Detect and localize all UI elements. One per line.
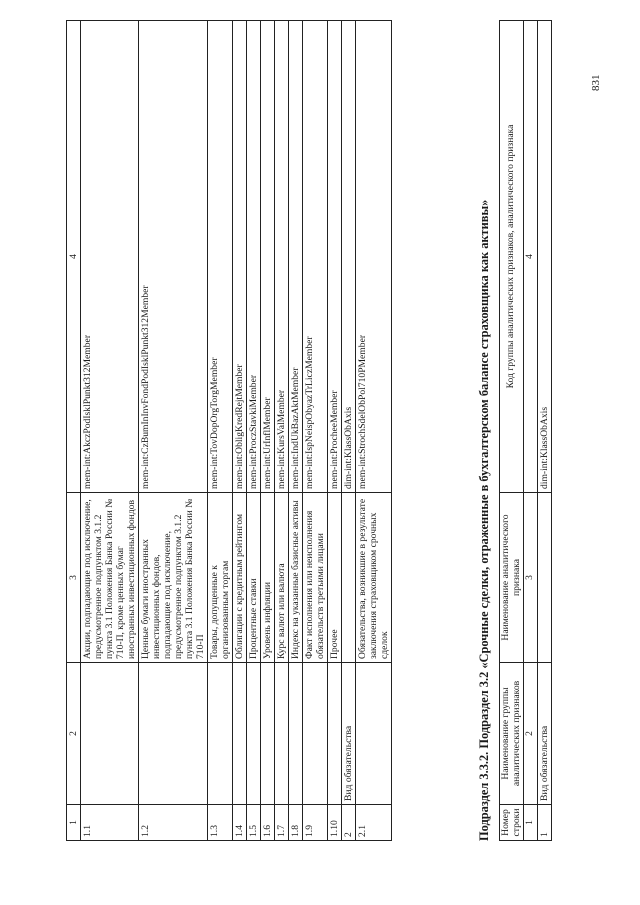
table-row bbox=[233, 21, 247, 841]
row-number: 1.10 bbox=[328, 805, 342, 841]
table-row bbox=[356, 21, 392, 841]
table-row bbox=[328, 21, 342, 841]
feature-name: Ценные бумаги иностранных инвестиционных фондов, подпадающие под исключение, предусмотренное подпунктом 3.1.2 пункта 3.1 Положения Банка России № 710-П bbox=[139, 493, 208, 663]
header-cell: 1 bbox=[67, 805, 81, 841]
group-name bbox=[208, 663, 233, 805]
group-name: Вид обязательства bbox=[537, 663, 551, 805]
feature-name: Процентные ставки bbox=[247, 493, 261, 663]
group-name bbox=[139, 663, 208, 805]
group-name bbox=[303, 663, 328, 805]
number-cell: 2 bbox=[524, 663, 538, 805]
row-number: 1.9 bbox=[303, 805, 328, 841]
feature-name: Факт исполнения или неисполнения обязательств третьими лицами bbox=[303, 493, 328, 663]
table-top-header-row bbox=[67, 21, 81, 841]
group-name bbox=[81, 663, 139, 805]
group-name bbox=[356, 663, 392, 805]
table-row bbox=[247, 21, 261, 841]
page-number: 831 bbox=[590, 74, 602, 91]
code: mem-int:ProcheeMember bbox=[328, 21, 342, 493]
table-row bbox=[342, 21, 356, 841]
code: mem-int:ObligKredRejtMember bbox=[233, 21, 247, 493]
table-row bbox=[275, 21, 289, 841]
code: mem-int:AkczPodIsklPunkt312Member bbox=[81, 21, 139, 493]
feature-name: Прочее bbox=[328, 493, 342, 663]
feature-name bbox=[537, 493, 551, 663]
group-name bbox=[247, 663, 261, 805]
row-number: 2 bbox=[342, 805, 356, 841]
feature-name: Индекс на указанные базисные активы bbox=[289, 493, 303, 663]
code: mem-int:UrInflMember bbox=[261, 21, 275, 493]
row-number: 1.5 bbox=[247, 805, 261, 841]
code: dim-int:KlassObAxis bbox=[342, 21, 356, 493]
code: mem-int:IndUkBazAktMember bbox=[289, 21, 303, 493]
code: mem-int:KursValMember bbox=[275, 21, 289, 493]
code: mem-int:IspNeispObyazTrLiczMember bbox=[303, 21, 328, 493]
row-number: 1.7 bbox=[275, 805, 289, 841]
table-bottom-header-row bbox=[500, 21, 524, 841]
header-cell: 4 bbox=[67, 21, 81, 493]
feature-name: Товары, допущенные к организованным торгам bbox=[208, 493, 233, 663]
group-name bbox=[275, 663, 289, 805]
code: mem-int:CzBumInInvFondPodIsklPunkt312Member bbox=[139, 21, 208, 493]
row-number: 1.4 bbox=[233, 805, 247, 841]
header-cell: 2 bbox=[67, 663, 81, 805]
code: mem-int:TovDopOrgTorgMember bbox=[208, 21, 233, 493]
number-cell: 4 bbox=[524, 21, 538, 493]
header-cell: Код группы аналитических признаков, аналитического признака bbox=[500, 21, 524, 493]
table-row bbox=[261, 21, 275, 841]
header-cell: Наименование группы аналитических признаков bbox=[500, 663, 524, 805]
row-number: 2.1 bbox=[356, 805, 392, 841]
code: dim-int:KlassObAxis bbox=[537, 21, 551, 493]
code: mem-int:StrochSdelObPol710PMember bbox=[356, 21, 392, 493]
feature-name: Облигации с кредитным рейтингом bbox=[233, 493, 247, 663]
table-bottom-number-row bbox=[524, 21, 538, 841]
group-name bbox=[233, 663, 247, 805]
feature-name: Курс валют или валюта bbox=[275, 493, 289, 663]
group-name bbox=[289, 663, 303, 805]
feature-name: Обязательства, возникшие в результате заключения страховщиком срочных сделок bbox=[356, 493, 392, 663]
number-cell: 1 bbox=[524, 805, 538, 841]
row-number: 1.2 bbox=[139, 805, 208, 841]
code: mem-int:ProczStavkiMember bbox=[247, 21, 261, 493]
feature-name: Уровень инфляции bbox=[261, 493, 275, 663]
feature-name: Акции, подпадающие под исключение, предусмотренное подпунктом 3.1.2 пункта 3.1 Положения Банка России № 710-П, кроме ценных бумаг иностранных инвестиционных фондов bbox=[81, 493, 139, 663]
row-number: 1.8 bbox=[289, 805, 303, 841]
table-row bbox=[303, 21, 328, 841]
row-number: 1.6 bbox=[261, 805, 275, 841]
row-number: 1.1 bbox=[81, 805, 139, 841]
table-row bbox=[537, 21, 551, 841]
group-name bbox=[261, 663, 275, 805]
header-cell: 3 bbox=[67, 493, 81, 663]
table-row bbox=[139, 21, 208, 841]
group-name bbox=[328, 663, 342, 805]
table-row bbox=[289, 21, 303, 841]
table-top bbox=[66, 20, 392, 841]
subsection-title: Подраздел 3.3.2. Подраздел 3.2 «Срочные сделки, отраженные в бухгалтерском балансе страховщика как активы» bbox=[477, 199, 491, 841]
row-number: 1 bbox=[537, 805, 551, 841]
group-name: Вид обязательства bbox=[342, 663, 356, 805]
header-cell: Номер строки bbox=[500, 805, 524, 841]
table-bottom bbox=[499, 20, 552, 841]
header-cell: Наименование аналитического признака bbox=[500, 493, 524, 663]
table-row bbox=[81, 21, 139, 841]
table-row bbox=[208, 21, 233, 841]
feature-name bbox=[342, 493, 356, 663]
row-number: 1.3 bbox=[208, 805, 233, 841]
number-cell: 3 bbox=[524, 493, 538, 663]
